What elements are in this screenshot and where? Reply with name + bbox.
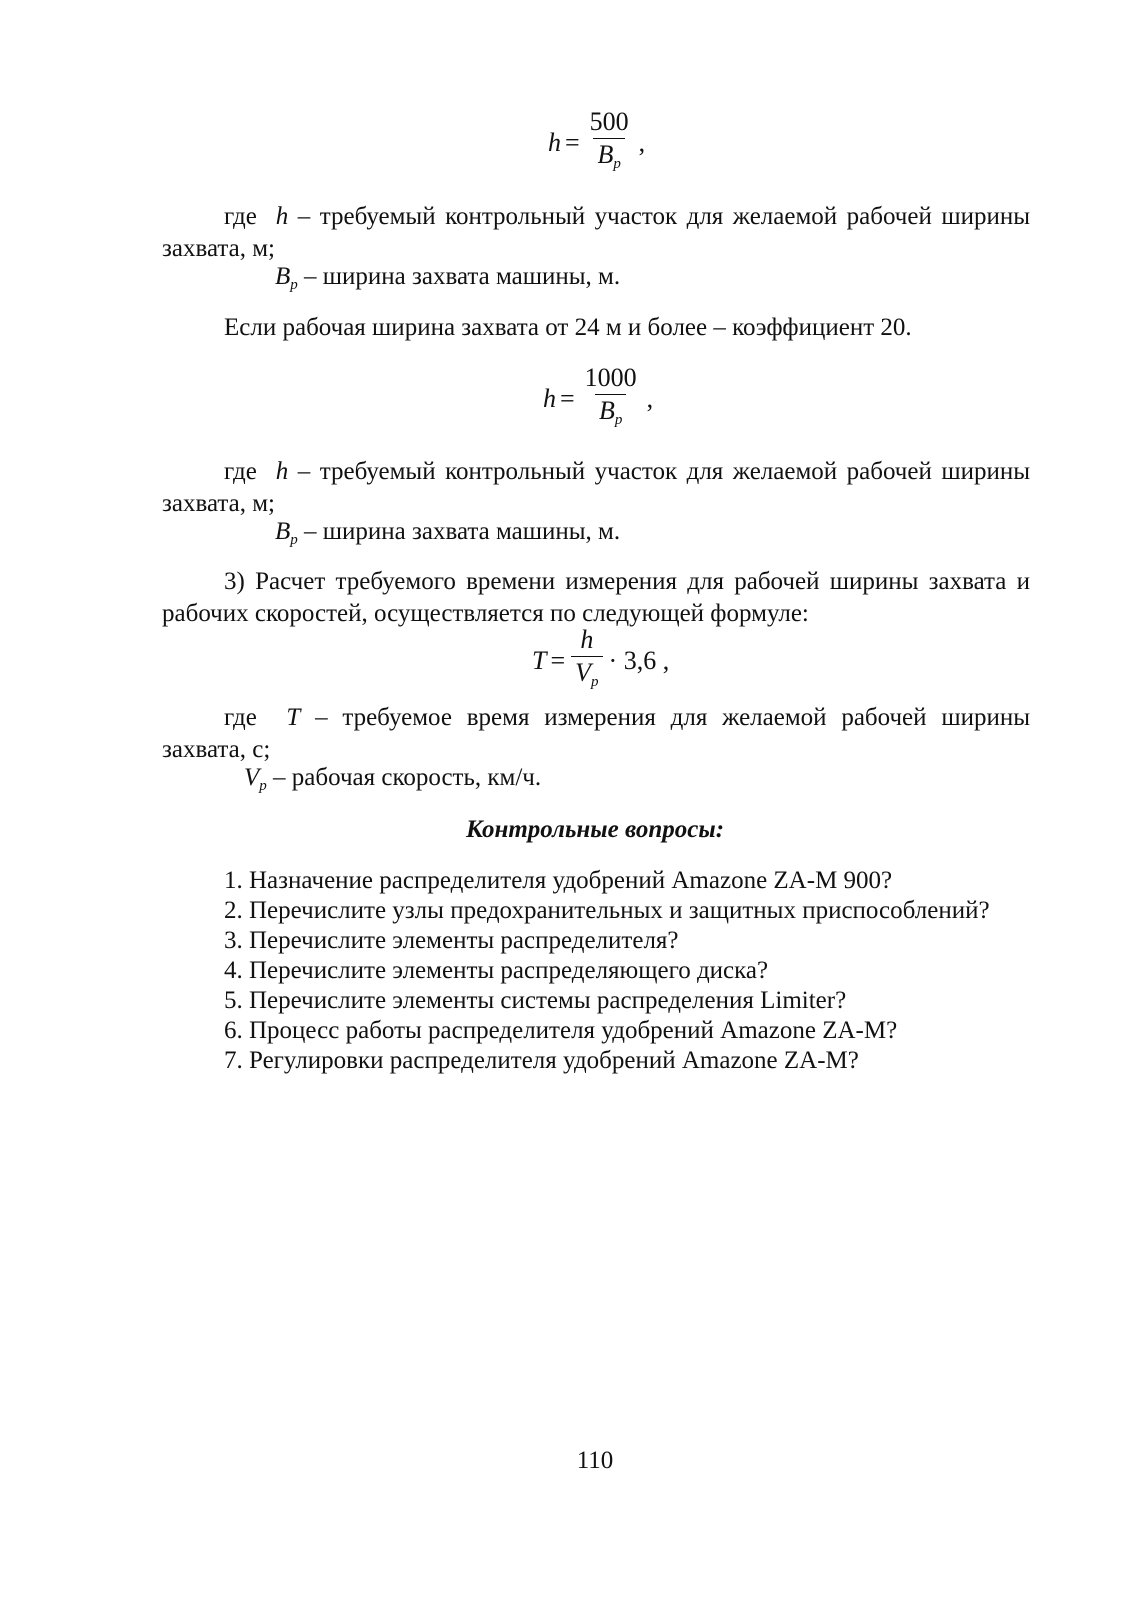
formula-3-eq: = bbox=[550, 646, 566, 675]
formula-1-eq: = bbox=[565, 128, 580, 157]
definition-1: где h – требуемый контрольный участок для желаемой рабочей ширины захвата, м; bbox=[162, 203, 1031, 262]
page-number: 110 bbox=[576, 1447, 614, 1474]
formula-1-fraction bbox=[586, 106, 633, 180]
definition-3-var: T bbox=[286, 704, 301, 731]
definition-2: где h – требуемый контрольный участок для желаемой рабочей ширины захвата, м; bbox=[162, 458, 1031, 517]
list-item: 7. Регулировки распределителя удобрений Amazone ZA-M? bbox=[224, 1047, 859, 1074]
definition-3: где T – требуемое время измерения для желаемой рабочей ширины захвата, с; bbox=[162, 704, 1030, 763]
paragraph-3: 3) Расчет требуемого времени измерения для рабочей ширины захвата и рабочих скоростей, осуществляется по следующей формуле: bbox=[162, 568, 1030, 627]
formula-3 bbox=[532, 624, 669, 698]
formula-3-numerator: h bbox=[580, 625, 594, 654]
definition-1-text: – требуемый контрольный участок для желаемой рабочей ширины захвата, м; bbox=[162, 203, 1031, 262]
definition-2-b: $B_p$ – ширина захвата машины, м. bbox=[275, 518, 621, 548]
formula-2-tail: , bbox=[646, 384, 654, 413]
formula-1 bbox=[548, 106, 645, 180]
formula-1-denominator: $B_p$ bbox=[593, 138, 624, 180]
section-heading: Контрольные вопросы: bbox=[465, 816, 725, 843]
questions-list bbox=[224, 866, 990, 1076]
formula-2 bbox=[543, 362, 653, 436]
formula-3-lhs: T bbox=[532, 646, 547, 675]
formula-2-eq: = bbox=[560, 384, 575, 413]
formula-2-lhs: h bbox=[543, 384, 556, 413]
definition-1-var: h bbox=[275, 203, 289, 230]
formula-1-numerator: 500 bbox=[589, 107, 629, 136]
formula-1-tail: , bbox=[638, 128, 646, 157]
list-item: 1. Назначение распределителя удобрений Amazone ZA-M 900? bbox=[224, 867, 893, 894]
formula-3-fraction bbox=[571, 624, 602, 698]
formula-3-tail: · 3,6 , bbox=[608, 646, 670, 675]
definition-2-text: – требуемый контрольный участок для желаемой рабочей ширины захвата, м; bbox=[162, 458, 1031, 517]
formula-2-fraction bbox=[581, 362, 641, 436]
list-item: 5. Перечислите элементы системы распределения Limiter? bbox=[224, 987, 847, 1014]
note-text: Если рабочая ширина захвата от 24 м и более – коэффициент 20. bbox=[224, 314, 912, 341]
definition-2-var: h bbox=[275, 458, 289, 485]
list-item: 6. Процесс работы распределителя удобрений Amazone ZA-M? bbox=[224, 1017, 898, 1044]
list-item: 4. Перечислите элементы распределяющего диска? bbox=[224, 957, 769, 984]
definition-3-text: – требуемое время измерения для желаемой рабочей ширины захвата, с; bbox=[162, 704, 1030, 763]
formula-3-denominator: $V_p$ bbox=[571, 656, 602, 698]
definition-1-b: $B_p$ – ширина захвата машины, м. bbox=[275, 263, 621, 293]
formula-2-denominator: $B_p$ bbox=[595, 394, 626, 436]
formula-1-lhs: h bbox=[548, 128, 561, 157]
list-item: 2. Перечислите узлы предохранительных и защитных приспособлений? bbox=[224, 897, 990, 924]
formula-2-numerator: 1000 bbox=[584, 363, 637, 392]
definition-3-v: $V_p$ – рабочая скорость, км/ч. bbox=[244, 764, 542, 794]
list-item: 3. Перечислите элементы распределителя? bbox=[224, 927, 679, 954]
